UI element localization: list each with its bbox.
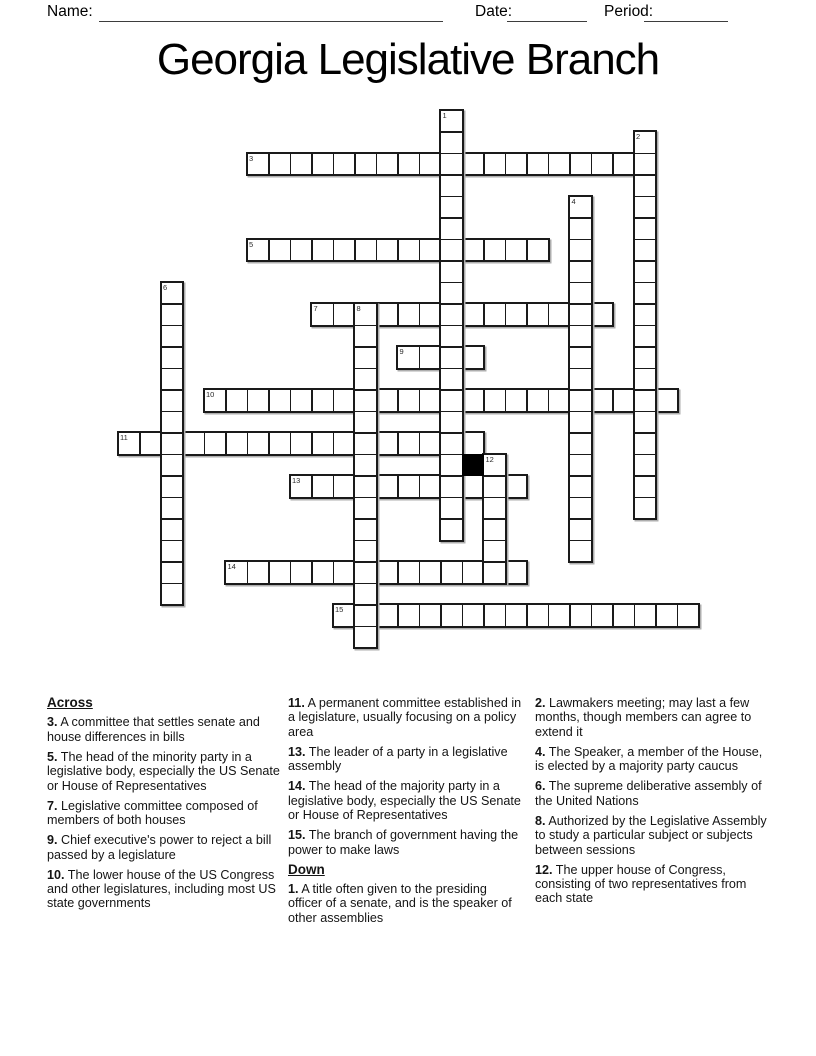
cell-separator bbox=[462, 605, 463, 626]
cell-separator bbox=[484, 518, 505, 519]
cell-separator bbox=[419, 433, 420, 454]
crossword-grid bbox=[118, 110, 699, 648]
cell-separator bbox=[635, 325, 656, 326]
cell-separator bbox=[440, 605, 441, 626]
cell-separator bbox=[162, 583, 183, 584]
cell-number-13: 13 bbox=[292, 476, 301, 485]
cell-separator bbox=[397, 154, 398, 175]
clue-2 bbox=[535, 696, 768, 739]
cell-separator bbox=[333, 390, 334, 411]
clue-number: 6. bbox=[535, 779, 546, 794]
cell-separator bbox=[162, 368, 183, 369]
cell-separator bbox=[635, 411, 656, 412]
cell-separator bbox=[139, 433, 140, 454]
cell-separator bbox=[505, 304, 506, 325]
cell-separator bbox=[635, 389, 656, 390]
cell-separator bbox=[570, 497, 591, 498]
date-blank-line[interactable] bbox=[507, 2, 587, 22]
cell-number-11: 11 bbox=[120, 433, 128, 442]
cell-separator bbox=[484, 475, 505, 476]
clue-text: Lawmakers meeting; may last a few months, though members can agree to extend it bbox=[535, 696, 752, 739]
clue-number: 10. bbox=[47, 867, 65, 882]
cell-separator bbox=[333, 562, 334, 583]
cell-separator bbox=[333, 433, 334, 454]
cell-separator bbox=[655, 605, 656, 626]
cell-separator bbox=[526, 605, 527, 626]
cell-separator bbox=[505, 154, 506, 175]
down-heading: Down bbox=[288, 861, 325, 877]
cell-separator bbox=[441, 196, 462, 197]
cell-separator bbox=[354, 154, 355, 175]
cell-separator bbox=[635, 196, 656, 197]
cell-separator bbox=[441, 497, 462, 498]
cell-separator bbox=[635, 475, 656, 476]
cell-separator bbox=[677, 605, 678, 626]
cell-separator bbox=[441, 174, 462, 175]
cell-separator bbox=[441, 153, 462, 154]
clue-column-left bbox=[47, 696, 285, 916]
cell-separator bbox=[355, 325, 376, 326]
cell-separator bbox=[376, 154, 377, 175]
cell-separator bbox=[635, 432, 656, 433]
cell-separator bbox=[247, 433, 248, 454]
clue-text: The head of the majority party in a legislative body, especially the US Senate or House of Representatives bbox=[288, 779, 521, 823]
clue-12 bbox=[535, 863, 768, 906]
cell-separator bbox=[225, 433, 226, 454]
cell-separator bbox=[290, 433, 291, 454]
date-label: Date: bbox=[475, 3, 513, 20]
word-5-across[interactable] bbox=[246, 238, 550, 263]
clue-4 bbox=[535, 745, 768, 774]
cell-separator bbox=[333, 154, 334, 175]
cell-separator bbox=[591, 605, 592, 626]
cell-separator bbox=[635, 282, 656, 283]
cell-separator bbox=[570, 217, 591, 218]
cell-separator bbox=[483, 240, 484, 261]
cell-separator bbox=[635, 454, 656, 455]
cell-separator bbox=[355, 604, 376, 605]
cell-separator bbox=[397, 240, 398, 261]
cell-separator bbox=[397, 304, 398, 325]
clue-number: 11. bbox=[288, 696, 305, 710]
cell-separator bbox=[441, 260, 462, 261]
cell-separator bbox=[591, 154, 592, 175]
cell-separator bbox=[355, 389, 376, 390]
cell-separator bbox=[162, 454, 183, 455]
cell-separator bbox=[333, 240, 334, 261]
clue-text: Chief executive's power to reject a bill passed by a legislature bbox=[47, 833, 272, 862]
cell-separator bbox=[548, 154, 549, 175]
cell-separator bbox=[247, 562, 248, 583]
cell-separator bbox=[441, 454, 462, 455]
cell-separator bbox=[612, 154, 613, 175]
cell-number-4: 4 bbox=[571, 196, 576, 206]
clue-text: Authorized by the Legislative Assembly to study a particular subject or subjects between sessions bbox=[535, 813, 767, 857]
cell-separator bbox=[441, 389, 462, 390]
clue-5 bbox=[47, 750, 285, 793]
cell-separator bbox=[162, 346, 183, 347]
cell-separator bbox=[268, 154, 269, 175]
cell-number-14: 14 bbox=[227, 562, 236, 571]
cell-separator bbox=[548, 304, 549, 325]
clue-14 bbox=[288, 779, 522, 822]
cell-separator bbox=[397, 562, 398, 583]
cell-separator bbox=[268, 433, 269, 454]
clue-number: 2. bbox=[535, 696, 546, 710]
cell-separator bbox=[355, 432, 376, 433]
cell-separator bbox=[526, 240, 527, 261]
word-2-down[interactable] bbox=[633, 130, 658, 520]
word-1-down[interactable] bbox=[439, 109, 464, 542]
cell-separator bbox=[635, 303, 656, 304]
cell-separator bbox=[290, 240, 291, 261]
cell-separator bbox=[484, 497, 505, 498]
cell-separator bbox=[376, 240, 377, 261]
cell-separator bbox=[290, 562, 291, 583]
cell-separator bbox=[311, 433, 312, 454]
cell-separator bbox=[635, 497, 656, 498]
cell-separator bbox=[333, 304, 334, 325]
cell-separator bbox=[397, 476, 398, 497]
cell-number-15: 15 bbox=[335, 605, 344, 614]
word-12-down[interactable] bbox=[482, 453, 507, 585]
cell-separator bbox=[570, 475, 591, 476]
cell-separator bbox=[162, 389, 183, 390]
clue-number: 7. bbox=[47, 798, 58, 813]
word-6-down[interactable] bbox=[160, 281, 185, 607]
cell-separator bbox=[570, 282, 591, 283]
cell-separator bbox=[505, 605, 506, 626]
cell-separator bbox=[225, 390, 226, 411]
across-heading: Across bbox=[47, 695, 93, 710]
cell-number-2: 2 bbox=[636, 132, 641, 141]
clue-6 bbox=[535, 779, 768, 808]
clue-text: The Speaker, a member of the House, is elected by a majority party caucus bbox=[535, 744, 763, 774]
cell-separator bbox=[526, 390, 527, 411]
clue-3 bbox=[47, 715, 285, 744]
cell-separator bbox=[268, 240, 269, 261]
cell-separator bbox=[397, 390, 398, 411]
cell-separator bbox=[162, 325, 183, 326]
word-4-down[interactable] bbox=[568, 195, 593, 564]
cell-separator bbox=[484, 540, 505, 541]
cell-separator bbox=[441, 411, 462, 412]
cell-number-7: 7 bbox=[313, 304, 318, 313]
cell-separator bbox=[290, 390, 291, 411]
cell-separator bbox=[355, 626, 376, 627]
cell-separator bbox=[441, 432, 462, 433]
cell-number-10: 10 bbox=[206, 390, 215, 399]
cell-separator bbox=[419, 390, 420, 411]
cell-separator bbox=[635, 368, 656, 369]
cell-separator bbox=[570, 325, 591, 326]
clue-number: 4. bbox=[535, 744, 546, 759]
cell-separator bbox=[419, 476, 420, 497]
cell-separator bbox=[441, 239, 462, 240]
cell-separator bbox=[311, 562, 312, 583]
clue-8 bbox=[535, 814, 768, 857]
clue-text: A title often given to the presiding officer of a senate, and is the speaker of other assemblies bbox=[288, 881, 512, 925]
cell-separator bbox=[162, 497, 183, 498]
cell-number-12: 12 bbox=[485, 454, 494, 464]
cell-separator bbox=[311, 154, 312, 175]
clue-column-middle bbox=[288, 696, 522, 931]
cell-separator bbox=[311, 476, 312, 497]
cell-separator bbox=[483, 154, 484, 175]
cell-separator bbox=[419, 240, 420, 261]
cell-separator bbox=[162, 561, 183, 562]
clue-number: 14. bbox=[288, 779, 306, 794]
cell-separator bbox=[441, 475, 462, 476]
cell-separator bbox=[570, 346, 591, 347]
clue-number: 8. bbox=[535, 813, 546, 828]
cell-separator bbox=[570, 432, 591, 433]
cell-separator bbox=[635, 174, 656, 175]
cell-separator bbox=[635, 217, 656, 218]
clue-text: The supreme deliberative assembly of the United Nations bbox=[535, 779, 762, 808]
cell-number-9: 9 bbox=[399, 347, 404, 356]
cell-separator bbox=[570, 260, 591, 261]
cell-separator bbox=[612, 605, 613, 626]
cell-separator bbox=[570, 239, 591, 240]
clue-text: The lower house of the US Congress and other legislatures, including most US state governments bbox=[47, 867, 276, 911]
clue-13 bbox=[288, 745, 522, 774]
cell-separator bbox=[505, 390, 506, 411]
clue-9 bbox=[47, 833, 285, 862]
clue-number: 1. bbox=[288, 881, 299, 896]
cell-number-8: 8 bbox=[356, 304, 361, 313]
cell-separator bbox=[570, 411, 591, 412]
cell-separator bbox=[548, 605, 549, 626]
cell-separator bbox=[483, 390, 484, 411]
clue-text: The leader of a party in a legislative assembly bbox=[288, 744, 508, 774]
cell-separator bbox=[355, 583, 376, 584]
clue-number: 13. bbox=[288, 744, 306, 759]
clue-text: The head of the minority party in a legislative body, especially the US Senate or House of Representatives bbox=[47, 749, 280, 793]
cell-separator bbox=[355, 411, 376, 412]
cell-separator bbox=[612, 390, 613, 411]
cell-separator bbox=[634, 605, 635, 626]
cell-separator bbox=[355, 540, 376, 541]
cell-separator bbox=[635, 260, 656, 261]
cell-separator bbox=[397, 433, 398, 454]
cell-separator bbox=[635, 346, 656, 347]
cell-separator bbox=[570, 303, 591, 304]
cell-separator bbox=[311, 240, 312, 261]
period-label: Period: bbox=[604, 3, 654, 20]
cell-separator bbox=[419, 605, 420, 626]
cell-separator bbox=[333, 476, 334, 497]
cell-separator bbox=[569, 605, 570, 626]
cell-number-6: 6 bbox=[163, 282, 168, 292]
period-blank-line[interactable] bbox=[644, 2, 728, 22]
clue-number: 3. bbox=[47, 715, 58, 730]
cell-separator bbox=[548, 390, 549, 411]
clue-7 bbox=[47, 799, 285, 828]
clue-text: Legislative committee composed of members of both houses bbox=[47, 798, 258, 828]
cell-separator bbox=[569, 154, 570, 175]
cell-separator bbox=[570, 368, 591, 369]
clue-number: 9. bbox=[47, 833, 58, 848]
page-title: Georgia Legislative Branch bbox=[156, 35, 660, 84]
cell-separator bbox=[526, 154, 527, 175]
cell-separator bbox=[162, 411, 183, 412]
cell-separator bbox=[355, 518, 376, 519]
cell-separator bbox=[290, 154, 291, 175]
cell-separator bbox=[162, 540, 183, 541]
cell-number-5: 5 bbox=[249, 239, 254, 249]
cell-separator bbox=[355, 497, 376, 498]
cell-separator bbox=[268, 562, 269, 583]
clue-text: The branch of government having the power to make laws bbox=[288, 828, 519, 857]
cell-separator bbox=[635, 153, 656, 154]
cell-separator bbox=[570, 518, 591, 519]
cell-separator bbox=[441, 282, 462, 283]
cell-separator bbox=[162, 475, 183, 476]
clue-number: 15. bbox=[288, 828, 306, 843]
cell-separator bbox=[355, 561, 376, 562]
word-8-down[interactable] bbox=[353, 302, 378, 649]
black-cell bbox=[462, 454, 485, 477]
cell-separator bbox=[441, 131, 462, 132]
cell-separator bbox=[268, 390, 269, 411]
cell-separator bbox=[570, 389, 591, 390]
cell-separator bbox=[355, 368, 376, 369]
name-label: Name: bbox=[47, 3, 93, 20]
cell-separator bbox=[505, 240, 506, 261]
cell-separator bbox=[441, 217, 462, 218]
cell-separator bbox=[162, 518, 183, 519]
clue-text: A committee that settles senate and house differences in bills bbox=[47, 715, 260, 744]
clue-10 bbox=[47, 868, 285, 911]
cell-separator bbox=[355, 346, 376, 347]
clue-text: The upper house of Congress, consisting of two representatives from each state bbox=[535, 862, 747, 906]
cell-separator bbox=[570, 454, 591, 455]
cell-separator bbox=[419, 304, 420, 325]
cell-separator bbox=[311, 390, 312, 411]
cell-separator bbox=[162, 303, 183, 304]
clue-1 bbox=[288, 882, 522, 925]
cell-separator bbox=[397, 605, 398, 626]
cell-separator bbox=[462, 562, 463, 583]
cell-separator bbox=[440, 562, 441, 583]
cell-separator bbox=[247, 390, 248, 411]
cell-separator bbox=[483, 304, 484, 325]
cell-separator bbox=[355, 454, 376, 455]
cell-separator bbox=[526, 304, 527, 325]
cell-separator bbox=[441, 346, 462, 347]
cell-number-1: 1 bbox=[442, 110, 447, 120]
cell-separator bbox=[162, 432, 183, 433]
clue-number: 12. bbox=[535, 862, 553, 877]
clue-15 bbox=[288, 828, 522, 857]
cell-separator bbox=[355, 475, 376, 476]
clue-11 bbox=[288, 696, 522, 739]
cell-separator bbox=[354, 240, 355, 261]
name-blank-line[interactable] bbox=[99, 2, 443, 22]
cell-separator bbox=[570, 540, 591, 541]
cell-separator bbox=[484, 561, 505, 562]
cell-separator bbox=[441, 325, 462, 326]
cell-separator bbox=[635, 239, 656, 240]
clue-text: A permanent committee established in a legislature, usually focusing on a policy area bbox=[288, 696, 522, 739]
cell-separator bbox=[441, 303, 462, 304]
clue-column-right bbox=[535, 696, 768, 911]
cell-separator bbox=[419, 347, 420, 368]
cell-separator bbox=[483, 605, 484, 626]
cell-separator bbox=[419, 562, 420, 583]
cell-separator bbox=[419, 154, 420, 175]
word-15-across[interactable] bbox=[332, 603, 701, 628]
cell-number-3: 3 bbox=[249, 153, 254, 163]
cell-separator bbox=[441, 518, 462, 519]
cell-separator bbox=[204, 433, 205, 454]
clue-number: 5. bbox=[47, 749, 58, 764]
cell-separator bbox=[441, 368, 462, 369]
